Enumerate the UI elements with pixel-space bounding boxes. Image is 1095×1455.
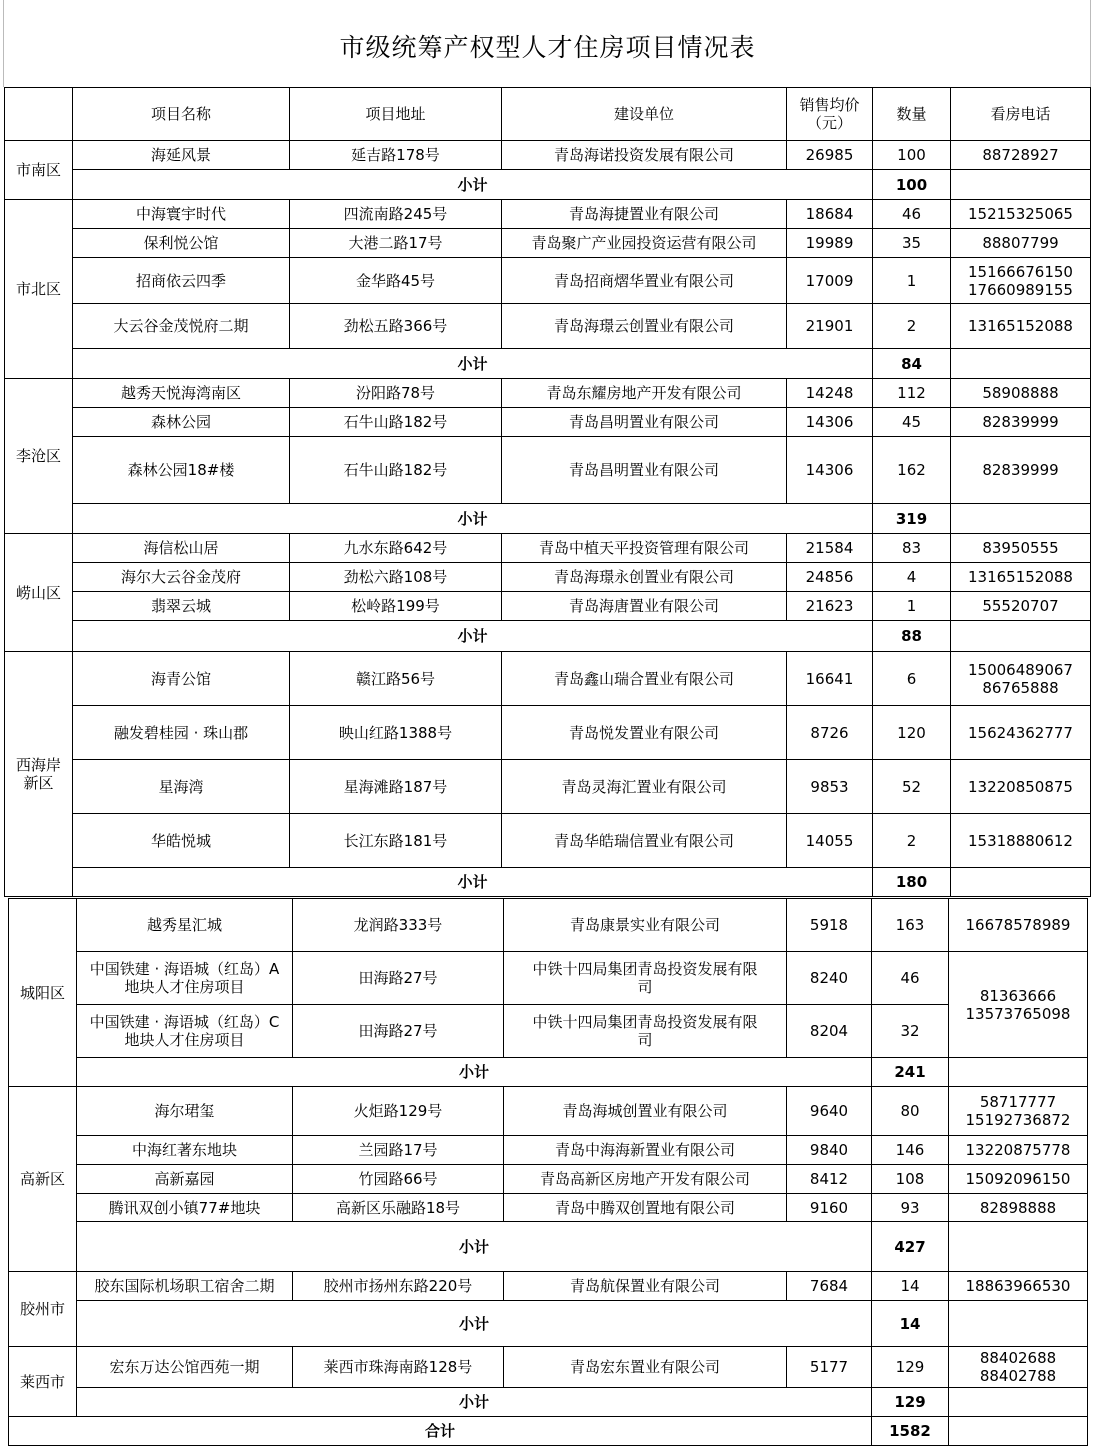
subtotal-row xyxy=(9,1222,1088,1272)
table-row xyxy=(5,814,1091,868)
project-phone: 58908888 xyxy=(951,379,1091,408)
project-price: 21584 xyxy=(787,534,873,563)
table-row xyxy=(5,706,1091,760)
project-price: 24856 xyxy=(787,563,873,592)
project-builder: 青岛航保置业有限公司 xyxy=(504,1272,787,1301)
project-phone: 15092096150 xyxy=(949,1165,1088,1194)
project-phone xyxy=(951,652,1091,706)
project-price: 9853 xyxy=(787,760,873,814)
project-address: 兰园路17号 xyxy=(293,1136,504,1165)
table-row xyxy=(9,1347,1088,1388)
project-name: 中海寰宇时代 xyxy=(73,200,290,229)
project-price: 17009 xyxy=(787,258,873,304)
project-builder: 青岛华皓瑞信置业有限公司 xyxy=(502,814,787,868)
project-address: 长江东路181号 xyxy=(290,814,502,868)
project-builder: 青岛中植天平投资管理有限公司 xyxy=(502,534,787,563)
project-name: 胶东国际机场职工宿舍二期 xyxy=(77,1272,293,1301)
project-price: 9640 xyxy=(787,1087,872,1136)
page-title: 市级统筹产权型人才住房项目情况表 xyxy=(339,33,756,62)
project-phone xyxy=(949,1347,1088,1388)
builder-line: 中铁十四局集团青岛投资发展有限 xyxy=(532,1013,758,1031)
project-address: 汾阳路78号 xyxy=(290,379,502,408)
subtotal-value: 100 xyxy=(873,170,951,200)
project-count: 35 xyxy=(873,229,951,258)
name-line: 中国铁建 · 海语城（红岛）A xyxy=(89,960,280,978)
project-address: 劲松六路108号 xyxy=(290,563,502,592)
builder-line: 中铁十四局集团青岛投资发展有限 xyxy=(532,960,758,978)
subtotal-label: 小计 xyxy=(77,1301,872,1347)
subtotal-label: 小计 xyxy=(77,1058,872,1087)
project-count: 93 xyxy=(872,1194,949,1222)
phone-line: 86765888 xyxy=(982,678,1059,697)
project-price: 5177 xyxy=(787,1347,872,1388)
table-row xyxy=(9,1165,1088,1194)
table-row xyxy=(5,592,1091,621)
table-row xyxy=(5,200,1091,229)
project-address: 大港二路17号 xyxy=(290,229,502,258)
project-name xyxy=(77,1005,293,1058)
table-row xyxy=(5,229,1091,258)
project-phone: 13165152088 xyxy=(951,304,1091,349)
name-line: 地块人才住房项目 xyxy=(124,978,245,996)
project-price: 14306 xyxy=(787,437,873,504)
table-row xyxy=(5,437,1091,504)
project-count: 2 xyxy=(873,304,951,349)
project-address: 胶州市扬州东路220号 xyxy=(293,1272,504,1301)
project-price: 21901 xyxy=(787,304,873,349)
project-builder: 青岛中腾双创置地有限公司 xyxy=(504,1194,787,1222)
district-cell: 市北区 xyxy=(5,200,73,379)
project-phone: 16678578989 xyxy=(949,899,1088,952)
project-builder: 青岛海捷置业有限公司 xyxy=(502,200,787,229)
project-builder: 青岛昌明置业有限公司 xyxy=(502,408,787,437)
project-phone: 15318880612 xyxy=(951,814,1091,868)
project-count: 46 xyxy=(873,200,951,229)
project-name: 保利悦公馆 xyxy=(73,229,290,258)
project-price: 16641 xyxy=(787,652,873,706)
table-row xyxy=(5,408,1091,437)
project-price: 21623 xyxy=(787,592,873,621)
project-name: 华皓悦城 xyxy=(73,814,290,868)
subtotal-row xyxy=(9,1388,1088,1417)
district-line: 西海岸 xyxy=(15,756,61,774)
table-row xyxy=(5,534,1091,563)
project-count: 6 xyxy=(873,652,951,706)
phone-line: 15006489067 xyxy=(968,660,1073,679)
project-price: 9160 xyxy=(787,1194,872,1222)
subtotal-label: 小计 xyxy=(73,349,873,379)
project-name: 海青公馆 xyxy=(73,652,290,706)
project-name: 翡翠云城 xyxy=(73,592,290,621)
phone-line: 88402688 xyxy=(979,1349,1057,1367)
project-phone: 88728927 xyxy=(951,141,1091,170)
project-count: 80 xyxy=(872,1087,949,1136)
project-address: 映山红路1388号 xyxy=(290,706,502,760)
project-builder: 青岛昌明置业有限公司 xyxy=(502,437,787,504)
project-name: 森林公园18#楼 xyxy=(73,437,290,504)
builder-line: 司 xyxy=(637,1031,653,1049)
project-name: 招商依云四季 xyxy=(73,258,290,304)
project-price: 14306 xyxy=(787,408,873,437)
project-count: 52 xyxy=(873,760,951,814)
project-builder: 青岛高新区房地产开发有限公司 xyxy=(504,1165,787,1194)
table-row xyxy=(5,760,1091,814)
header-price xyxy=(787,88,873,141)
project-count: 14 xyxy=(872,1272,949,1301)
project-phone: 13220875778 xyxy=(949,1136,1088,1165)
project-name: 越秀星汇城 xyxy=(77,899,293,952)
table-row xyxy=(9,1087,1088,1136)
project-builder: 青岛海璟永创置业有限公司 xyxy=(502,563,787,592)
project-name: 中海红著东地块 xyxy=(77,1136,293,1165)
subtotal-value: 88 xyxy=(873,621,951,652)
subtotal-row xyxy=(5,170,1091,200)
project-builder: 青岛海璟云创置业有限公司 xyxy=(502,304,787,349)
project-price: 8240 xyxy=(787,952,872,1005)
project-address: 龙润路333号 xyxy=(293,899,504,952)
project-count: 2 xyxy=(873,814,951,868)
name-line: 地块人才住房项目 xyxy=(124,1031,245,1049)
project-address: 松岭路199号 xyxy=(290,592,502,621)
table-row xyxy=(5,652,1091,706)
project-price: 9840 xyxy=(787,1136,872,1165)
project-price: 19989 xyxy=(787,229,873,258)
table-row xyxy=(9,952,1088,1005)
table-row xyxy=(9,1272,1088,1301)
project-address: 赣江路56号 xyxy=(290,652,502,706)
total-row xyxy=(9,1417,1088,1446)
project-phone: 82839999 xyxy=(951,437,1091,504)
subtotal-value: 427 xyxy=(872,1222,949,1272)
name-line: 中国铁建 · 海语城（红岛）C xyxy=(89,1013,280,1031)
subtotal-value: 129 xyxy=(872,1388,949,1417)
project-price: 14248 xyxy=(787,379,873,408)
district-cell: 城阳区 xyxy=(9,899,77,1087)
project-count: 129 xyxy=(872,1347,949,1388)
project-phone xyxy=(949,952,1088,1058)
project-address: 劲松五路366号 xyxy=(290,304,502,349)
phone-line: 15192736872 xyxy=(965,1111,1071,1129)
project-phone: 83950555 xyxy=(951,534,1091,563)
header-address: 项目地址 xyxy=(290,88,502,141)
header-count: 数量 xyxy=(873,88,951,141)
project-builder: 青岛悦发置业有限公司 xyxy=(502,706,787,760)
subtotal-label: 小计 xyxy=(77,1222,872,1272)
phone-line: 13573765098 xyxy=(965,1004,1071,1023)
project-builder: 青岛聚广产业园投资运营有限公司 xyxy=(502,229,787,258)
project-price: 14055 xyxy=(787,814,873,868)
table-row xyxy=(5,563,1091,592)
header-builder: 建设单位 xyxy=(502,88,787,141)
subtotal-row xyxy=(5,868,1091,897)
project-builder: 青岛康景实业有限公司 xyxy=(504,899,787,952)
project-address: 星海滩路187号 xyxy=(290,760,502,814)
subtotal-row xyxy=(5,349,1091,379)
district-cell: 胶州市 xyxy=(9,1272,77,1347)
header-row xyxy=(5,88,1091,141)
header-name: 项目名称 xyxy=(73,88,290,141)
header-price-line2: （元） xyxy=(806,114,852,132)
project-phone: 13165152088 xyxy=(951,563,1091,592)
subtotal-row xyxy=(5,504,1091,534)
project-name: 海尔大云谷金茂府 xyxy=(73,563,290,592)
total-label: 合计 xyxy=(9,1417,872,1446)
project-phone: 82839999 xyxy=(951,408,1091,437)
project-phone xyxy=(949,1087,1088,1136)
project-phone: 55520707 xyxy=(951,592,1091,621)
project-count: 162 xyxy=(873,437,951,504)
project-count: 45 xyxy=(873,408,951,437)
phone-line: 88402788 xyxy=(979,1367,1057,1385)
project-phone xyxy=(951,258,1091,304)
project-count: 46 xyxy=(872,952,949,1005)
project-count: 100 xyxy=(873,141,951,170)
project-name: 高新嘉园 xyxy=(77,1165,293,1194)
projects-table-part2 xyxy=(8,898,1088,1446)
project-price: 8204 xyxy=(787,1005,872,1058)
subtotal-label: 小计 xyxy=(73,621,873,652)
project-name: 融发碧桂园 · 珠山郡 xyxy=(73,706,290,760)
project-builder xyxy=(504,952,787,1005)
project-address: 石牛山路182号 xyxy=(290,408,502,437)
project-count: 120 xyxy=(873,706,951,760)
district-cell: 高新区 xyxy=(9,1087,77,1272)
project-count: 32 xyxy=(872,1005,949,1058)
total-value: 1582 xyxy=(872,1417,949,1446)
builder-line: 司 xyxy=(637,978,653,996)
project-count: 1 xyxy=(873,258,951,304)
project-count: 1 xyxy=(873,592,951,621)
project-name: 森林公园 xyxy=(73,408,290,437)
project-builder: 青岛宏东置业有限公司 xyxy=(504,1347,787,1388)
table-row xyxy=(9,899,1088,952)
project-builder: 青岛海唐置业有限公司 xyxy=(502,592,787,621)
table-row xyxy=(5,304,1091,349)
project-name: 越秀天悦海湾南区 xyxy=(73,379,290,408)
subtotal-value: 14 xyxy=(872,1301,949,1347)
project-price: 18684 xyxy=(787,200,873,229)
project-price: 26985 xyxy=(787,141,873,170)
subtotal-value: 241 xyxy=(872,1058,949,1087)
project-address: 田海路27号 xyxy=(293,952,504,1005)
project-phone: 15624362777 xyxy=(951,706,1091,760)
project-name: 海延风景 xyxy=(73,141,290,170)
projects-table-part1 xyxy=(4,87,1091,897)
project-builder: 青岛海城创置业有限公司 xyxy=(504,1087,787,1136)
header-phone: 看房电话 xyxy=(951,88,1091,141)
project-count: 146 xyxy=(872,1136,949,1165)
project-count: 83 xyxy=(873,534,951,563)
project-price: 7684 xyxy=(787,1272,872,1301)
district-cell xyxy=(5,652,73,897)
table-row xyxy=(5,141,1091,170)
project-builder: 青岛中海海新置业有限公司 xyxy=(504,1136,787,1165)
project-name: 宏东万达公馆西苑一期 xyxy=(77,1347,293,1388)
subtotal-row xyxy=(9,1058,1088,1087)
table-row xyxy=(9,1136,1088,1165)
project-count: 4 xyxy=(873,563,951,592)
subtotal-row xyxy=(9,1301,1088,1347)
subtotal-value: 180 xyxy=(873,868,951,897)
project-name: 海信松山居 xyxy=(73,534,290,563)
district-cell: 崂山区 xyxy=(5,534,73,652)
district-cell: 莱西市 xyxy=(9,1347,77,1417)
project-builder: 青岛招商熠华置业有限公司 xyxy=(502,258,787,304)
project-builder: 青岛海诺投资发展有限公司 xyxy=(502,141,787,170)
project-builder: 青岛东耀房地产开发有限公司 xyxy=(502,379,787,408)
project-address: 田海路27号 xyxy=(293,1005,504,1058)
header-price-line1: 销售均价 xyxy=(799,96,860,114)
table-row xyxy=(5,379,1091,408)
project-name: 大云谷金茂悦府二期 xyxy=(73,304,290,349)
project-address: 高新区乐融路18号 xyxy=(293,1194,504,1222)
table-row xyxy=(9,1194,1088,1222)
project-phone: 15215325065 xyxy=(951,200,1091,229)
project-phone: 88807799 xyxy=(951,229,1091,258)
project-address: 金华路45号 xyxy=(290,258,502,304)
project-builder xyxy=(504,1005,787,1058)
project-name: 星海湾 xyxy=(73,760,290,814)
project-name xyxy=(77,952,293,1005)
project-price: 8412 xyxy=(787,1165,872,1194)
subtotal-label: 小计 xyxy=(73,504,873,534)
header-district xyxy=(5,88,73,141)
district-line: 新区 xyxy=(23,774,54,792)
project-price: 5918 xyxy=(787,899,872,952)
subtotal-label: 小计 xyxy=(73,170,873,200)
project-address: 九水东路642号 xyxy=(290,534,502,563)
project-count: 108 xyxy=(872,1165,949,1194)
subtotal-label: 小计 xyxy=(77,1388,872,1417)
project-phone: 13220850875 xyxy=(951,760,1091,814)
district-cell: 市南区 xyxy=(5,141,73,200)
phone-line: 58717777 xyxy=(979,1093,1057,1111)
subtotal-value: 319 xyxy=(873,504,951,534)
project-phone: 18863966530 xyxy=(949,1272,1088,1301)
project-count: 163 xyxy=(872,899,949,952)
project-address: 竹园路66号 xyxy=(293,1165,504,1194)
project-address: 莱西市珠海南路128号 xyxy=(293,1347,504,1388)
project-address: 四流南路245号 xyxy=(290,200,502,229)
project-address: 石牛山路182号 xyxy=(290,437,502,504)
project-name: 腾讯双创小镇77#地块 xyxy=(77,1194,293,1222)
project-address: 火炬路129号 xyxy=(293,1087,504,1136)
project-builder: 青岛鑫山瑞合置业有限公司 xyxy=(502,652,787,706)
project-price: 8726 xyxy=(787,706,873,760)
phone-line: 17660989155 xyxy=(968,280,1073,299)
project-builder: 青岛灵海汇置业有限公司 xyxy=(502,760,787,814)
district-cell: 李沧区 xyxy=(5,379,73,534)
table-row xyxy=(5,258,1091,304)
subtotal-label: 小计 xyxy=(73,868,873,897)
subtotal-row xyxy=(5,621,1091,652)
subtotal-value: 84 xyxy=(873,349,951,379)
phone-line: 81363666 xyxy=(979,986,1057,1005)
table-row xyxy=(9,1005,1088,1058)
project-count: 112 xyxy=(873,379,951,408)
project-address: 延吉路178号 xyxy=(290,141,502,170)
project-name: 海尔珺玺 xyxy=(77,1087,293,1136)
project-phone: 82898888 xyxy=(949,1194,1088,1222)
phone-line: 15166676150 xyxy=(968,262,1073,281)
